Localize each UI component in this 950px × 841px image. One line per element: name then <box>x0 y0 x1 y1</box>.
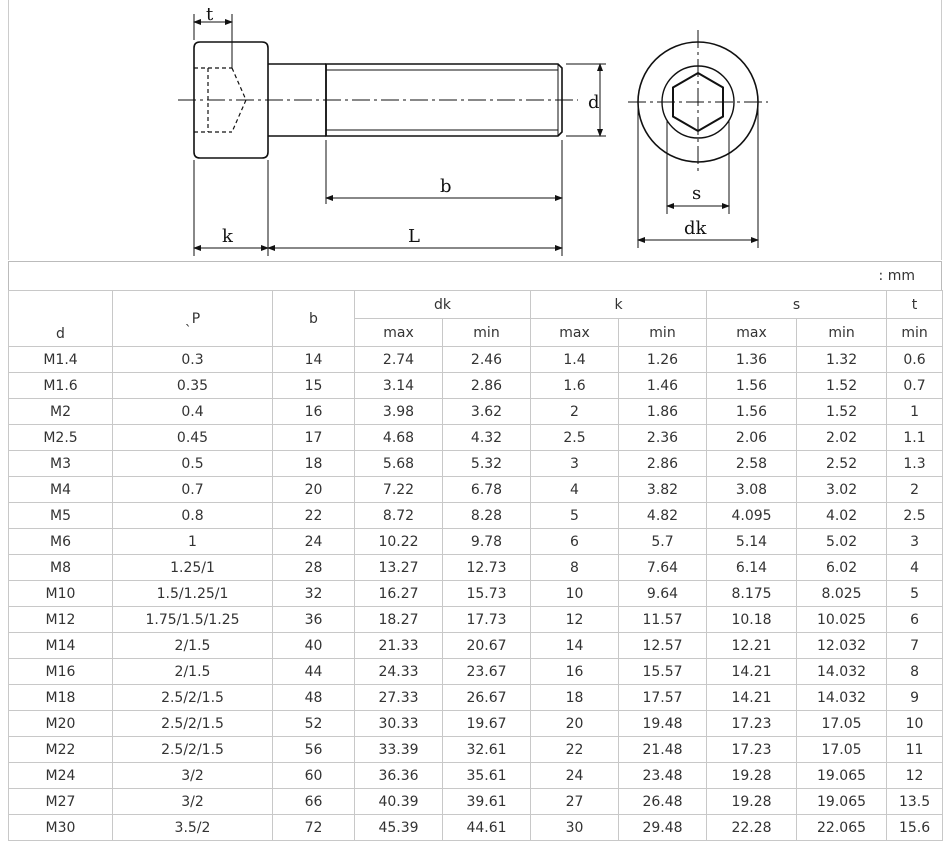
cell-k-min: 3.82 <box>619 477 707 503</box>
label-k: k <box>222 226 233 247</box>
table-row <box>9 789 943 815</box>
table-row <box>9 737 943 763</box>
cell-p: 1.5/1.25/1 <box>113 581 273 607</box>
side-view <box>178 14 606 256</box>
table-row <box>9 347 943 373</box>
cell-k-min: 9.64 <box>619 581 707 607</box>
cell-k-min: 15.57 <box>619 659 707 685</box>
cell-dk-min: 4.32 <box>443 425 531 451</box>
cell-b: 44 <box>273 659 355 685</box>
cell-k-max: 14 <box>531 633 619 659</box>
cell-dk-max: 33.39 <box>355 737 443 763</box>
cell-s-max: 19.28 <box>707 789 797 815</box>
cell-k-min: 2.36 <box>619 425 707 451</box>
cell-k-max: 24 <box>531 763 619 789</box>
cell-d: M14 <box>9 633 113 659</box>
cell-s-max: 8.175 <box>707 581 797 607</box>
header-dk: dk <box>355 291 531 319</box>
cell-s-min: 12.032 <box>797 633 887 659</box>
cell-b: 24 <box>273 529 355 555</box>
cell-k-min: 19.48 <box>619 711 707 737</box>
cell-dk-min: 3.62 <box>443 399 531 425</box>
cell-dk-max: 24.33 <box>355 659 443 685</box>
table-row <box>9 711 943 737</box>
cell-dk-max: 18.27 <box>355 607 443 633</box>
cell-s-min: 1.52 <box>797 399 887 425</box>
cell-k-min: 1.26 <box>619 347 707 373</box>
header-dk-min: min <box>443 319 531 347</box>
cell-k-max: 27 <box>531 789 619 815</box>
cell-d: M8 <box>9 555 113 581</box>
cell-k-max: 2.5 <box>531 425 619 451</box>
cell-t-min: 12 <box>887 763 943 789</box>
cell-t-min: 9 <box>887 685 943 711</box>
cell-s-max: 1.56 <box>707 399 797 425</box>
cell-dk-min: 9.78 <box>443 529 531 555</box>
table-row <box>9 373 943 399</box>
cell-s-min: 22.065 <box>797 815 887 841</box>
cell-k-min: 21.48 <box>619 737 707 763</box>
cell-b: 52 <box>273 711 355 737</box>
cell-s-max: 5.14 <box>707 529 797 555</box>
cell-d: M5 <box>9 503 113 529</box>
cell-dk-max: 2.74 <box>355 347 443 373</box>
cell-dk-min: 19.67 <box>443 711 531 737</box>
cell-t-min: 0.7 <box>887 373 943 399</box>
cell-s-max: 1.36 <box>707 347 797 373</box>
cell-k-max: 8 <box>531 555 619 581</box>
cell-s-max: 2.58 <box>707 451 797 477</box>
cell-k-max: 12 <box>531 607 619 633</box>
cell-dk-max: 21.33 <box>355 633 443 659</box>
cell-s-min: 3.02 <box>797 477 887 503</box>
cell-dk-min: 15.73 <box>443 581 531 607</box>
cell-dk-min: 39.61 <box>443 789 531 815</box>
header-s-max: max <box>707 319 797 347</box>
cell-s-max: 4.095 <box>707 503 797 529</box>
cell-s-min: 1.32 <box>797 347 887 373</box>
cell-t-min: 4 <box>887 555 943 581</box>
cell-t-min: 1.1 <box>887 425 943 451</box>
header-t: t <box>887 291 943 319</box>
cell-dk-max: 8.72 <box>355 503 443 529</box>
cell-k-max: 1.6 <box>531 373 619 399</box>
cell-p: 0.45 <box>113 425 273 451</box>
cell-d: M6 <box>9 529 113 555</box>
cell-s-min: 4.02 <box>797 503 887 529</box>
header-p: ˎP <box>113 291 273 347</box>
cell-s-min: 14.032 <box>797 659 887 685</box>
header-d: d <box>9 291 113 347</box>
cell-k-max: 22 <box>531 737 619 763</box>
unit-row <box>8 261 942 290</box>
cell-k-max: 3 <box>531 451 619 477</box>
table-row <box>9 581 943 607</box>
cell-d: M3 <box>9 451 113 477</box>
label-b: b <box>440 176 452 197</box>
cell-p: 3.5/2 <box>113 815 273 841</box>
cell-t-min: 2.5 <box>887 503 943 529</box>
cell-k-min: 11.57 <box>619 607 707 633</box>
cell-k-min: 12.57 <box>619 633 707 659</box>
cell-dk-min: 32.61 <box>443 737 531 763</box>
cell-t-min: 7 <box>887 633 943 659</box>
cell-d: M1.6 <box>9 373 113 399</box>
cell-dk-min: 44.61 <box>443 815 531 841</box>
cell-k-min: 5.7 <box>619 529 707 555</box>
table-body <box>9 347 943 841</box>
table-row <box>9 399 943 425</box>
cell-b: 40 <box>273 633 355 659</box>
cell-k-max: 10 <box>531 581 619 607</box>
cell-p: 2/1.5 <box>113 659 273 685</box>
cell-b: 22 <box>273 503 355 529</box>
cell-k-max: 16 <box>531 659 619 685</box>
cell-b: 60 <box>273 763 355 789</box>
cell-k-max: 1.4 <box>531 347 619 373</box>
cell-k-max: 30 <box>531 815 619 841</box>
cell-p: 0.5 <box>113 451 273 477</box>
cell-s-min: 5.02 <box>797 529 887 555</box>
table-row <box>9 763 943 789</box>
cell-t-min: 0.6 <box>887 347 943 373</box>
cell-t-min: 3 <box>887 529 943 555</box>
cell-k-max: 18 <box>531 685 619 711</box>
cell-p: 1.75/1.5/1.25 <box>113 607 273 633</box>
table-row <box>9 607 943 633</box>
cell-b: 72 <box>273 815 355 841</box>
cell-dk-max: 4.68 <box>355 425 443 451</box>
cell-s-min: 17.05 <box>797 737 887 763</box>
cell-p: 1.25/1 <box>113 555 273 581</box>
cell-dk-max: 30.33 <box>355 711 443 737</box>
header-dk-max: max <box>355 319 443 347</box>
cell-dk-max: 16.27 <box>355 581 443 607</box>
cell-t-min: 8 <box>887 659 943 685</box>
cell-s-min: 10.025 <box>797 607 887 633</box>
cell-b: 20 <box>273 477 355 503</box>
cell-k-max: 4 <box>531 477 619 503</box>
cell-k-min: 17.57 <box>619 685 707 711</box>
cell-dk-max: 7.22 <box>355 477 443 503</box>
cell-d: M4 <box>9 477 113 503</box>
header-s-min: min <box>797 319 887 347</box>
cell-dk-max: 36.36 <box>355 763 443 789</box>
cell-b: 56 <box>273 737 355 763</box>
cell-t-min: 1.3 <box>887 451 943 477</box>
cell-p: 0.7 <box>113 477 273 503</box>
cell-s-max: 12.21 <box>707 633 797 659</box>
header-k-max: max <box>531 319 619 347</box>
cell-b: 17 <box>273 425 355 451</box>
header-k: k <box>531 291 707 319</box>
table-row <box>9 555 943 581</box>
cell-dk-max: 27.33 <box>355 685 443 711</box>
screw-technical-drawing <box>0 0 950 260</box>
cell-s-min: 2.52 <box>797 451 887 477</box>
cell-dk-min: 2.46 <box>443 347 531 373</box>
cell-dk-max: 3.98 <box>355 399 443 425</box>
cell-s-max: 17.23 <box>707 711 797 737</box>
cell-b: 18 <box>273 451 355 477</box>
table-row <box>9 451 943 477</box>
cell-k-min: 1.46 <box>619 373 707 399</box>
cell-s-min: 19.065 <box>797 763 887 789</box>
cell-p: 0.3 <box>113 347 273 373</box>
cell-s-max: 14.21 <box>707 685 797 711</box>
cell-s-max: 10.18 <box>707 607 797 633</box>
cell-s-max: 17.23 <box>707 737 797 763</box>
cell-p: 2/1.5 <box>113 633 273 659</box>
cell-dk-min: 2.86 <box>443 373 531 399</box>
cell-k-min: 1.86 <box>619 399 707 425</box>
cell-k-min: 29.48 <box>619 815 707 841</box>
cell-s-max: 19.28 <box>707 763 797 789</box>
label-t: t <box>206 4 214 25</box>
cell-t-min: 13.5 <box>887 789 943 815</box>
cell-dk-max: 13.27 <box>355 555 443 581</box>
cell-k-max: 20 <box>531 711 619 737</box>
cell-dk-max: 10.22 <box>355 529 443 555</box>
cell-b: 28 <box>273 555 355 581</box>
cell-t-min: 15.6 <box>887 815 943 841</box>
cell-s-max: 2.06 <box>707 425 797 451</box>
cell-t-min: 6 <box>887 607 943 633</box>
cell-d: M22 <box>9 737 113 763</box>
cell-b: 14 <box>273 347 355 373</box>
cell-d: M2 <box>9 399 113 425</box>
cell-p: 1 <box>113 529 273 555</box>
cell-dk-max: 5.68 <box>355 451 443 477</box>
header-s: s <box>707 291 887 319</box>
cell-d: M10 <box>9 581 113 607</box>
header-t-min: min <box>887 319 943 347</box>
cell-dk-min: 26.67 <box>443 685 531 711</box>
cell-dk-max: 40.39 <box>355 789 443 815</box>
cell-p: 0.4 <box>113 399 273 425</box>
header-b: b <box>273 291 355 347</box>
cell-dk-min: 20.67 <box>443 633 531 659</box>
label-s: s <box>692 183 702 204</box>
table-row <box>9 477 943 503</box>
label-L: L <box>408 226 420 247</box>
cell-dk-min: 35.61 <box>443 763 531 789</box>
cell-b: 48 <box>273 685 355 711</box>
cell-s-max: 22.28 <box>707 815 797 841</box>
cell-p: 0.8 <box>113 503 273 529</box>
cell-dk-min: 8.28 <box>443 503 531 529</box>
table-row <box>9 815 943 841</box>
cell-s-min: 8.025 <box>797 581 887 607</box>
table-row <box>9 529 943 555</box>
cell-s-min: 1.52 <box>797 373 887 399</box>
cell-s-min: 6.02 <box>797 555 887 581</box>
cell-b: 15 <box>273 373 355 399</box>
cell-k-max: 6 <box>531 529 619 555</box>
cell-b: 66 <box>273 789 355 815</box>
cell-k-min: 26.48 <box>619 789 707 815</box>
table-row <box>9 659 943 685</box>
cell-d: M16 <box>9 659 113 685</box>
table-row <box>9 685 943 711</box>
table-row <box>9 503 943 529</box>
label-dk: dk <box>684 218 707 239</box>
cell-b: 16 <box>273 399 355 425</box>
cell-k-min: 7.64 <box>619 555 707 581</box>
cell-dk-min: 5.32 <box>443 451 531 477</box>
cell-s-min: 2.02 <box>797 425 887 451</box>
cell-k-max: 2 <box>531 399 619 425</box>
cell-d: M12 <box>9 607 113 633</box>
cell-p: 3/2 <box>113 789 273 815</box>
table-row <box>9 633 943 659</box>
cell-d: M18 <box>9 685 113 711</box>
cell-dk-min: 12.73 <box>443 555 531 581</box>
cell-s-min: 17.05 <box>797 711 887 737</box>
cell-t-min: 1 <box>887 399 943 425</box>
label-d: d <box>588 92 600 113</box>
header-k-min: min <box>619 319 707 347</box>
cell-s-max: 3.08 <box>707 477 797 503</box>
table-row <box>9 425 943 451</box>
cell-k-min: 2.86 <box>619 451 707 477</box>
screw-spec-table <box>8 290 943 841</box>
cell-k-max: 5 <box>531 503 619 529</box>
cell-p: 2.5/2/1.5 <box>113 737 273 763</box>
cell-k-min: 4.82 <box>619 503 707 529</box>
cell-dk-min: 6.78 <box>443 477 531 503</box>
cell-k-min: 23.48 <box>619 763 707 789</box>
cell-dk-max: 3.14 <box>355 373 443 399</box>
cell-t-min: 11 <box>887 737 943 763</box>
cell-s-max: 1.56 <box>707 373 797 399</box>
cell-b: 32 <box>273 581 355 607</box>
cell-d: M27 <box>9 789 113 815</box>
cell-d: M1.4 <box>9 347 113 373</box>
end-view <box>628 30 768 248</box>
cell-b: 36 <box>273 607 355 633</box>
cell-t-min: 5 <box>887 581 943 607</box>
cell-s-min: 19.065 <box>797 789 887 815</box>
cell-s-min: 14.032 <box>797 685 887 711</box>
cell-p: 3/2 <box>113 763 273 789</box>
cell-t-min: 10 <box>887 711 943 737</box>
cell-p: 2.5/2/1.5 <box>113 711 273 737</box>
unit-label: : mm <box>878 268 915 284</box>
cell-p: 2.5/2/1.5 <box>113 685 273 711</box>
cell-t-min: 2 <box>887 477 943 503</box>
cell-dk-min: 17.73 <box>443 607 531 633</box>
cell-d: M30 <box>9 815 113 841</box>
cell-s-max: 14.21 <box>707 659 797 685</box>
cell-dk-max: 45.39 <box>355 815 443 841</box>
cell-d: M20 <box>9 711 113 737</box>
cell-p: 0.35 <box>113 373 273 399</box>
cell-s-max: 6.14 <box>707 555 797 581</box>
cell-dk-min: 23.67 <box>443 659 531 685</box>
cell-d: M2.5 <box>9 425 113 451</box>
cell-d: M24 <box>9 763 113 789</box>
